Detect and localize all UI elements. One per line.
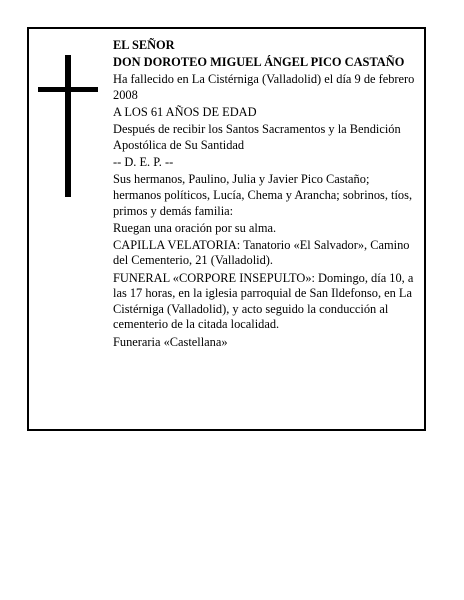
funeral-info: FUNERAL «CORPORE INSEPULTO»: Domingo, día 10, a las 17 horas, en la iglesia parroquial de San Ildefonso, en La Cistérniga (Valladolid), y acto seguido la conducción al cementerio de la citada localidad. [113,270,414,332]
cross-horizontal-bar [38,87,98,92]
age-statement: A LOS 61 AÑOS DE EDAD [113,105,257,120]
death-statement: Ha fallecido en La Cistérniga (Valladolid) el día 9 de febrero 2008 [113,72,415,102]
obituary-text [113,38,418,352]
rip-line: -- D. E. P. -- [113,155,174,170]
cross-vertical-bar [65,55,71,197]
family-statement: Sus hermanos, Paulino, Julia y Javier Pico Castaño; hermanos políticos, Lucía, Chema y Arancha; sobrinos, tíos, primos y demás familia: [113,172,413,218]
sacraments-statement: Después de recibir los Santos Sacramentos y la Bendición Apostólica de Su Santidad [113,122,401,152]
latin-cross-icon [38,55,98,197]
chapel-info: CAPILLA VELATORIA: Tanatorio «El Salvador», Camino del Cementerio, 21 (Valladolid). [113,237,410,268]
notice-heading: EL SEÑOR [113,38,175,52]
funeral-home: Funeraria «Castellana» [113,334,228,349]
deceased-name: DON DOROTEO MIGUEL ÁNGEL PICO CASTAÑO [113,55,405,70]
prayer-request: Ruegan una oración por su alma. [113,220,277,235]
